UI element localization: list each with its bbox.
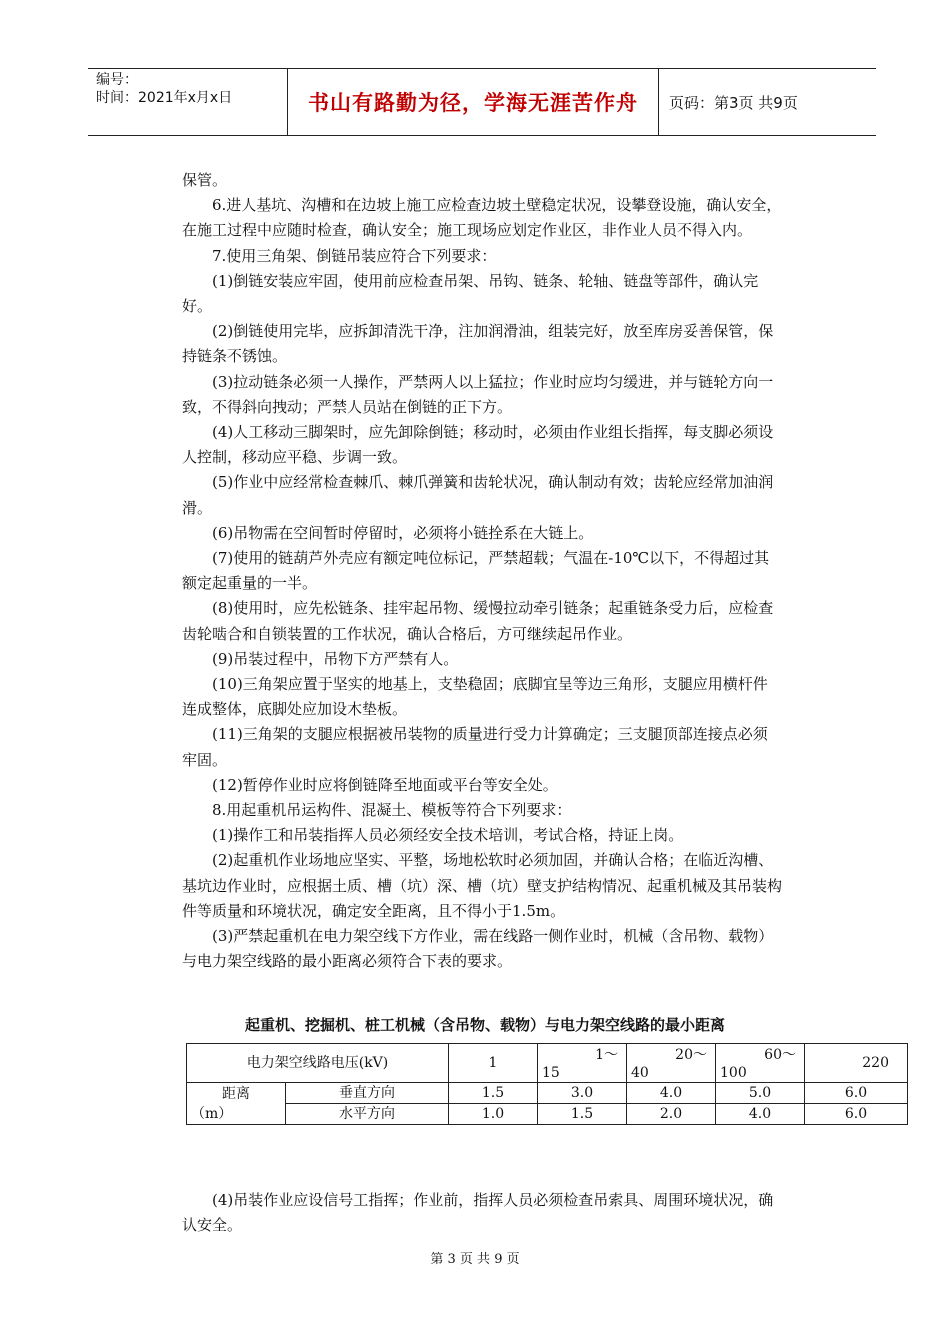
paragraph: (5)作业中应经常检查棘爪、棘爪弹簧和齿轮状况，确认制动有效；齿轮应经常加油润滑。 [182,473,774,517]
header-page-number: 页码：第3页 共9页 [669,93,798,112]
header-motto: 书山有路勤为径，学海无涯苦作舟 [287,69,659,135]
horizontal-value-cell: 4.0 [716,1104,805,1125]
document-body [182,168,782,975]
paragraph: (9)吊装过程中，吊物下方严禁有人。 [212,649,459,668]
min-distance-table [186,1043,908,1125]
vertical-value-cell: 5.0 [716,1083,805,1104]
paragraph: 8.用起重机吊运构件、混凝土、模板等符合下列要求： [212,801,572,820]
vertical-label-cell: 垂直方向 [286,1083,449,1104]
voltage-cell: 1～ 15 [538,1044,627,1083]
paragraph: (11)三角架的支腿应根据被吊装物的质量进行受力计算确定；三支腿顶部连接点必须牢固。 [182,725,768,769]
paragraph: 6.进人基坑、沟槽和在边坡上施工应检查边坡土壁稳定状况，设攀登设施，确认安全，在施工过程中应随时检查，确认安全；施工现场应划定作业区，非作业人员不得入内。 [182,196,782,240]
paragraph: (1)操作工和吊装指挥人员必须经安全技术培训，考试合格，持证上岗。 [212,826,684,845]
horizontal-value-cell: 1.0 [449,1104,538,1125]
voltage-cell: 1 [449,1044,538,1083]
paragraph: 保管。 [182,171,228,189]
horizontal-label-cell: 水平方向 [286,1104,449,1125]
paragraph: (7)使用的链葫芦外壳应有额定吨位标记，严禁超载；气温在-10℃以下，不得超过其额定起重量的一半。 [182,549,770,593]
table-row-vertical [187,1083,908,1104]
vertical-value-cell: 3.0 [538,1083,627,1104]
horizontal-value-cell: 6.0 [805,1104,908,1125]
voltage-label-cell: 电力架空线路电压(kV) [187,1044,449,1083]
paragraph: (2)起重机作业场地应坚实、平整，场地松软时必须加固，并确认合格；在临近沟槽、基坑边作业时，应根据土质、槽（坑）深、槽（坑）壁支护结构情况、起重机械及其吊装构件等质量和环境状况，确定安全距离，且不得小于1.5m。 [182,851,783,920]
distance-label-cell: 距离 （m） [187,1083,286,1125]
paragraph: (6)吊物需在空间暂时停留时，必须将小链拴系在大链上。 [212,523,594,542]
vertical-value-cell: 1.5 [449,1083,538,1104]
horizontal-value-cell: 1.5 [538,1104,627,1125]
table-title: 起重机、挖掘机、桩工机械（含吊物、载物）与电力架空线路的最小距离 [244,1016,725,1034]
paragraph: (8)使用时，应先松链条、挂牢起吊物、缓慢拉动牵引链条；起重链条受力后，应检查齿轮啮合和自锁装置的工作状况，确认合格后，方可继续起吊作业。 [182,599,774,643]
table-header-row [187,1044,908,1083]
document-body-continued [182,1188,782,1238]
paragraph: (10)三角架应置于坚实的地基上，支垫稳固；底脚宜呈等边三角形，支腿应用横杆件连成整体，底脚处应加设木垫板。 [182,675,768,719]
page-header [88,68,876,136]
vertical-value-cell: 4.0 [627,1083,716,1104]
paragraph: (12)暂停作业时应将倒链降至地面或平台等安全处。 [212,775,558,794]
horizontal-value-cell: 2.0 [627,1104,716,1125]
document-number-label: 编号： [96,72,138,88]
paragraph: 7.使用三角架、倒链吊装应符合下列要求： [212,246,497,265]
paragraph: (4)吊装作业应设信号工指挥；作业前，指挥人员必须检查吊索具、周围环境状况，确认安全。 [182,1191,774,1235]
paragraph: (3)严禁起重机在电力架空线下方作业，需在线路一侧作业时，机械（含吊物、载物）与电力架空线路的最小距离必须符合下表的要求。 [182,927,774,971]
paragraph: (1)倒链安装应牢固，使用前应检查吊架、吊钩、链条、轮轴、链盘等部件，确认完好。 [182,271,759,316]
voltage-cell: 60～ 100 [716,1044,805,1083]
paragraph: (2)倒链使用完毕，应拆卸清洗干净，注加润滑油，组装完好，放至库房妥善保管，保持链条不锈蚀。 [182,322,774,366]
vertical-value-cell: 6.0 [805,1083,908,1104]
paragraph: (3)拉动链条必须一人操作，严禁两人以上猛拉；作业时应均匀缓进，并与链轮方向一致，不得斜向拽动；严禁人员站在倒链的正下方。 [182,372,774,416]
header-meta [88,69,287,135]
voltage-cell: 20～ 40 [627,1044,716,1083]
page-footer: 第 3 页 共 9 页 [430,1252,520,1267]
voltage-cell: 220 [805,1044,908,1083]
paragraph: (4)人工移动三脚架时，应先卸除倒链；移动时，必须由作业组长指挥，每支脚必须设人控制，移动应平稳、步调一致。 [182,423,774,467]
document-time-label: 时间：2021年x月x日 [96,90,233,106]
table-row-horizontal [187,1104,908,1125]
